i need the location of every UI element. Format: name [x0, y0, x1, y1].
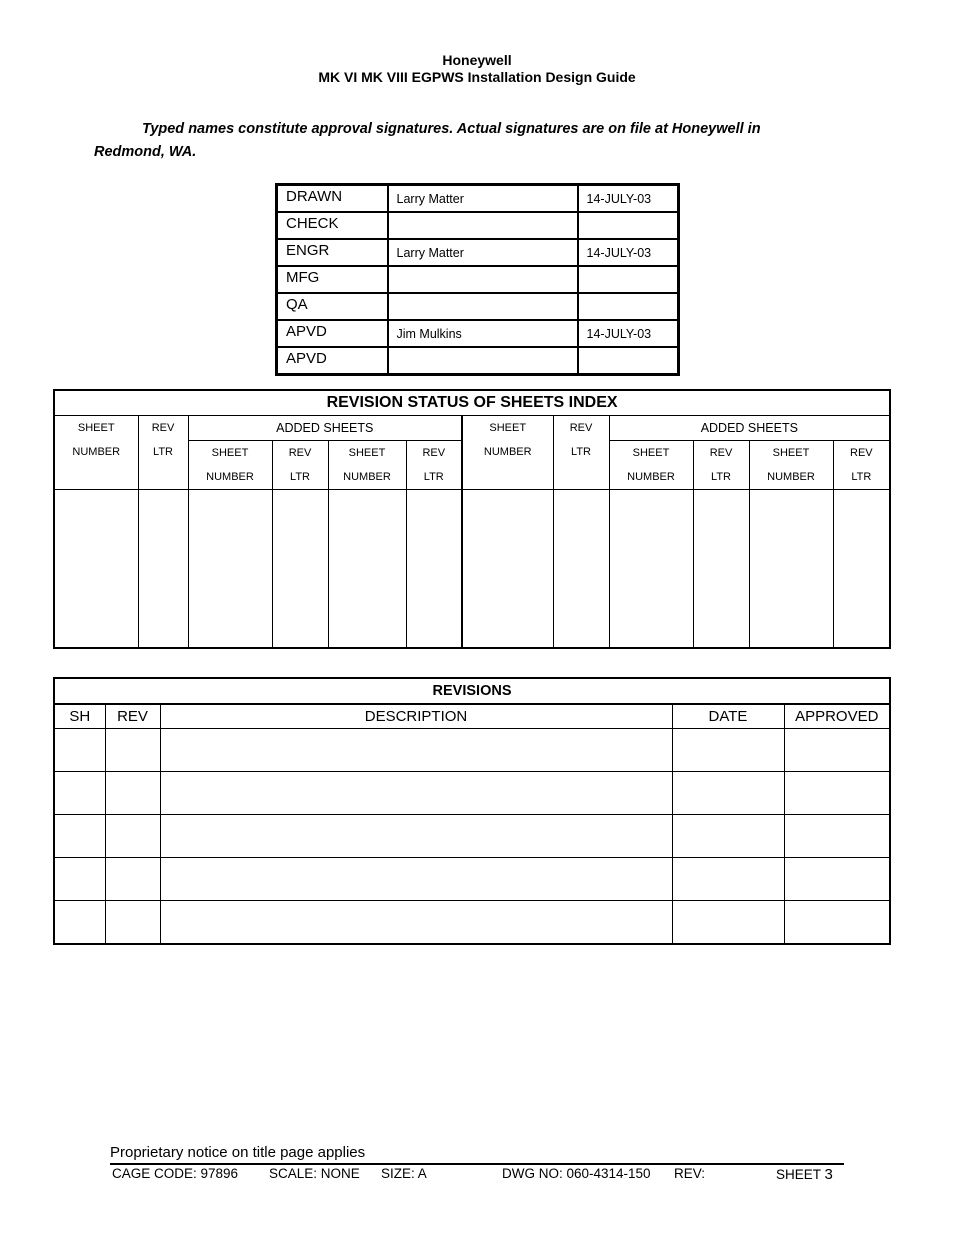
ltr-label: LTR: [153, 446, 173, 458]
approval-notice: [94, 118, 834, 164]
sheet-label: SHEET: [489, 422, 527, 434]
document-company: Honeywell: [442, 52, 512, 68]
revision-cell: [54, 729, 105, 772]
col-rev-ltr: [272, 441, 328, 490]
revision-cell: [105, 901, 160, 945]
col-sheet-number: [462, 416, 553, 490]
index-cell: [609, 490, 693, 649]
revision-status-table: [53, 389, 891, 649]
rev-label: REV: [709, 447, 733, 459]
approval-row: [277, 293, 679, 320]
revision-cell: [105, 772, 160, 815]
revision-row: [54, 772, 890, 815]
number-label: NUMBER: [343, 471, 391, 483]
ltr-label: LTR: [290, 471, 310, 483]
revision-cell: [105, 729, 160, 772]
col-rev: REV: [105, 704, 160, 729]
revision-row: [54, 729, 890, 772]
approval-date: 14-JULY-03: [578, 185, 679, 213]
footer-rule: [110, 1163, 844, 1165]
approval-label: MFG: [277, 266, 388, 293]
rev-label: REV: [850, 447, 873, 459]
revisions-table: [53, 677, 891, 945]
revision-cell: [54, 772, 105, 815]
index-cell: [749, 490, 833, 649]
revision-cell: [784, 772, 890, 815]
approval-row: [277, 212, 679, 239]
approval-table: [275, 183, 680, 376]
approval-row: [277, 347, 679, 375]
col-sheet-number: [188, 441, 272, 490]
col-rev-ltr: [553, 416, 609, 490]
scale: SCALE: NONE: [269, 1166, 360, 1181]
revision-cell: [54, 858, 105, 901]
revision-cell: [672, 772, 784, 815]
approval-label: APVD: [277, 320, 388, 347]
number-label: NUMBER: [627, 471, 675, 483]
revision-cell: [54, 901, 105, 945]
ltr-label: LTR: [851, 471, 872, 483]
approval-row: [277, 320, 679, 347]
number-label: NUMBER: [767, 471, 815, 483]
approval-label: DRAWN: [277, 185, 388, 213]
col-date: DATE: [672, 704, 784, 729]
approval-row: [277, 185, 679, 213]
revision-cell: [105, 858, 160, 901]
sheet-number: 3: [824, 1166, 833, 1183]
cage-code: CAGE CODE: 97896: [112, 1166, 239, 1181]
sheet-label: SHEET: [211, 447, 249, 459]
sheet-label: SHEET: [348, 447, 386, 459]
approval-name: [388, 347, 578, 375]
revision-cell: [160, 772, 672, 815]
index-cell: [272, 490, 328, 649]
revision-cell: [54, 815, 105, 858]
document-title: MK VI MK VIII EGPWS Installation Design Guide: [318, 69, 636, 85]
revision-status-body: [54, 490, 890, 649]
sheet-label: SHEET: [776, 1167, 821, 1182]
revision-cell: [672, 858, 784, 901]
revision-cell: [105, 815, 160, 858]
ltr-label: LTR: [571, 446, 591, 458]
rev-label: REV: [288, 447, 312, 459]
revision-cell: [672, 815, 784, 858]
added-sheets-header: ADDED SHEETS: [188, 416, 462, 441]
added-sheets-header: ADDED SHEETS: [609, 416, 890, 441]
index-cell: [54, 490, 138, 649]
number-label: NUMBER: [483, 446, 532, 458]
approval-row: [277, 239, 679, 266]
revision-letter: REV:: [674, 1166, 706, 1181]
approval-label: APVD: [277, 347, 388, 375]
number-label: NUMBER: [72, 446, 121, 458]
rev-label: REV: [569, 422, 593, 434]
approval-date: [578, 347, 679, 375]
number-label: NUMBER: [206, 471, 254, 483]
index-cell: [328, 490, 406, 649]
approval-date: [578, 212, 679, 239]
ltr-label: LTR: [423, 471, 444, 483]
index-cell: [188, 490, 272, 649]
sheet-indicator: [776, 1166, 833, 1183]
col-sh: SH: [54, 704, 105, 729]
revision-cell: [160, 729, 672, 772]
revision-cell: [672, 729, 784, 772]
col-description: DESCRIPTION: [160, 704, 672, 729]
revisions-title: REVISIONS: [54, 678, 890, 704]
approval-name: [388, 293, 578, 320]
col-sheet-number: [609, 441, 693, 490]
col-rev-ltr: [406, 441, 462, 490]
col-approved: APPROVED: [784, 704, 890, 729]
sheet-label: SHEET: [772, 447, 810, 459]
revision-row: [54, 815, 890, 858]
approval-label: QA: [277, 293, 388, 320]
revision-cell: [160, 815, 672, 858]
col-rev-ltr: [693, 441, 749, 490]
revision-cell: [784, 729, 890, 772]
sheet-label: SHEET: [632, 447, 670, 459]
proprietary-notice: Proprietary notice on title page applies: [110, 1144, 366, 1161]
revision-row: [54, 858, 890, 901]
index-cell: [693, 490, 749, 649]
approval-row: [277, 266, 679, 293]
col-rev-ltr: [833, 441, 890, 490]
index-cell: [833, 490, 890, 649]
approval-name: [388, 212, 578, 239]
approval-date: [578, 293, 679, 320]
revision-row: [54, 901, 890, 945]
approval-date: 14-JULY-03: [578, 320, 679, 347]
sheet-label: SHEET: [77, 422, 115, 434]
ltr-label: LTR: [711, 471, 731, 483]
approval-label: ENGR: [277, 239, 388, 266]
col-sheet-number: [328, 441, 406, 490]
revision-cell: [160, 901, 672, 945]
approval-name: [388, 266, 578, 293]
approval-label: CHECK: [277, 212, 388, 239]
revision-cell: [784, 858, 890, 901]
approval-date: 14-JULY-03: [578, 239, 679, 266]
approval-notice-text: Typed names constitute approval signatures. Actual signatures are on file at Honeywell in Redmond, WA.: [94, 121, 761, 160]
col-sheet-number: [54, 416, 138, 490]
col-sheet-number: [749, 441, 833, 490]
index-cell: [553, 490, 609, 649]
revision-status-title: REVISION STATUS OF SHEETS INDEX: [54, 390, 890, 416]
rev-label: REV: [422, 447, 446, 459]
size: SIZE: A: [381, 1166, 427, 1181]
col-rev-ltr: [138, 416, 188, 490]
revision-cell: [784, 901, 890, 945]
index-cell: [138, 490, 188, 649]
revision-cell: [784, 815, 890, 858]
drawing-number: DWG NO: 060-4314-150: [502, 1166, 651, 1181]
index-cell: [462, 490, 553, 649]
rev-label: REV: [151, 422, 175, 434]
approval-name: Larry Matter: [388, 239, 578, 266]
approval-date: [578, 266, 679, 293]
approval-name: Jim Mulkins: [388, 320, 578, 347]
revision-cell: [160, 858, 672, 901]
revision-cell: [672, 901, 784, 945]
approval-name: Larry Matter: [388, 185, 578, 213]
index-cell: [406, 490, 462, 649]
